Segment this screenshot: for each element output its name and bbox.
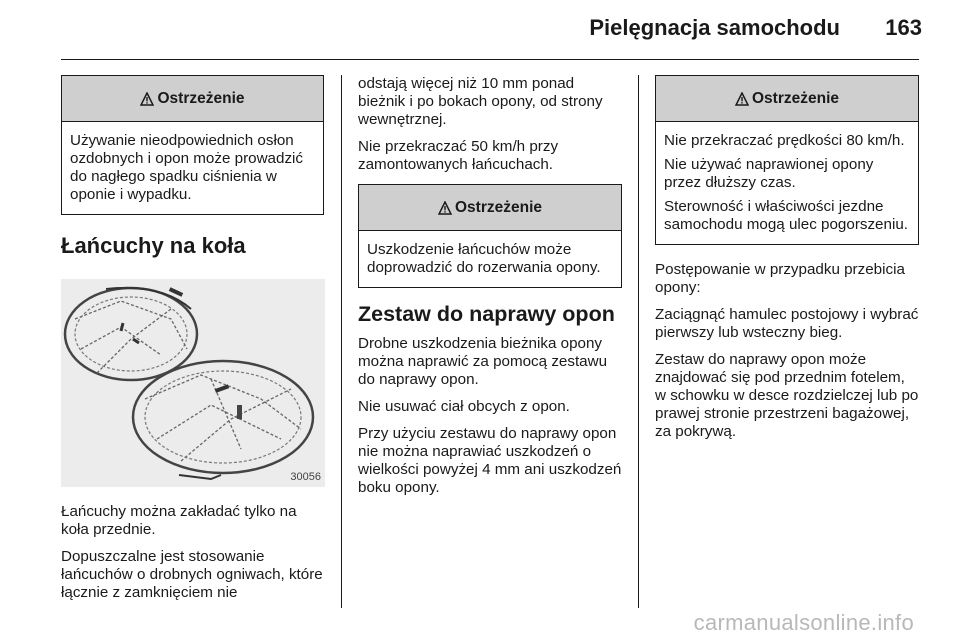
warning-header xyxy=(62,76,323,122)
column-divider xyxy=(638,75,639,608)
column-3 xyxy=(655,75,919,450)
paragraph: Drobne uszkodzenia bieżnika opony można naprawić za pomocą zestawu do naprawy opon. xyxy=(358,335,608,388)
paragraph: Zestaw do naprawy opon może znajdować się pod przednim fotelem, w schowku w desce rozdzielczej lub po prawej stronie przestrzeni bagażowej, za pokrywą. xyxy=(655,351,919,440)
warning-header xyxy=(656,76,918,122)
warning-box xyxy=(358,184,622,288)
paragraph: Postępowanie w przypadku przebicia opony: xyxy=(655,261,905,296)
paragraph: Nie przekraczać 50 km/h przy zamontowanych łańcuchach. xyxy=(358,138,559,173)
warning-text: Uszkodzenie łańcuchów może doprowadzić do rozerwania opony. xyxy=(367,241,601,276)
warning-title: Ostrzeżenie xyxy=(751,89,839,107)
warning-header xyxy=(359,185,621,231)
section-heading-repair-kit: Zestaw do naprawy opon xyxy=(358,302,615,326)
column-1 xyxy=(61,75,324,611)
column-divider xyxy=(341,75,342,608)
warning-triangle-icon xyxy=(140,92,154,106)
warning-body xyxy=(359,231,621,287)
warning-box xyxy=(61,75,324,215)
column-2 xyxy=(358,75,622,506)
chains-text xyxy=(61,503,324,602)
paragraph: Łańcuchy można zakładać tylko na koła przednie. xyxy=(61,503,297,538)
paragraph: Dopuszczalne jest stosowanie łańcuchów o drobnych ogniwach, które łącznie z zamknięciem nie xyxy=(61,548,323,601)
warning-box xyxy=(655,75,919,245)
page-header-title: Pielęgnacja samochodu xyxy=(589,15,840,40)
warning-triangle-icon xyxy=(735,92,749,106)
snow-chains-drawing xyxy=(61,279,325,487)
warning-text: Używanie nieodpowiednich osłon ozdobnych i opon może prowadzić do nagłego spadku ciśnienia w oponie i wypadku. xyxy=(70,132,304,203)
paragraph: Przy użyciu zestawu do naprawy opon nie można naprawiać uszkodzeń o wielkości powyżej 4 mm ani uszkodzeń boku opony. xyxy=(358,425,622,496)
paragraph: Nie usuwać ciał obcych z opon. xyxy=(358,398,570,415)
warning-title: Ostrzeżenie xyxy=(157,89,245,107)
warning-item: Nie używać naprawionej opony przez dłuższy czas. xyxy=(664,156,874,191)
paragraph: Zaciągnąć hamulec postojowy i wybrać pierwszy lub wsteczny bieg. xyxy=(655,306,919,341)
page-number: 163 xyxy=(885,15,922,40)
warning-item: Sterowność i właściwości jezdne samochodu mogą ulec pogorszeniu. xyxy=(664,198,908,233)
figure-number: 30056 xyxy=(290,471,321,483)
section-heading-chains: Łańcuchy na koła xyxy=(61,233,246,258)
header-divider xyxy=(61,59,919,60)
warning-body xyxy=(62,122,323,214)
warning-body xyxy=(656,122,918,244)
snow-chains-illustration xyxy=(61,279,325,487)
paragraph: odstają więcej niż 10 mm ponad bieżnik i po bokach opony, od strony wewnętrznej. xyxy=(358,75,603,128)
warning-item: Nie przekraczać prędkości 80 km/h. xyxy=(664,132,905,149)
repair-steps-text xyxy=(655,261,919,441)
warning-triangle-icon xyxy=(438,201,452,215)
warning-title: Ostrzeżenie xyxy=(454,198,542,216)
watermark: carmanualsonline.info xyxy=(693,610,914,635)
